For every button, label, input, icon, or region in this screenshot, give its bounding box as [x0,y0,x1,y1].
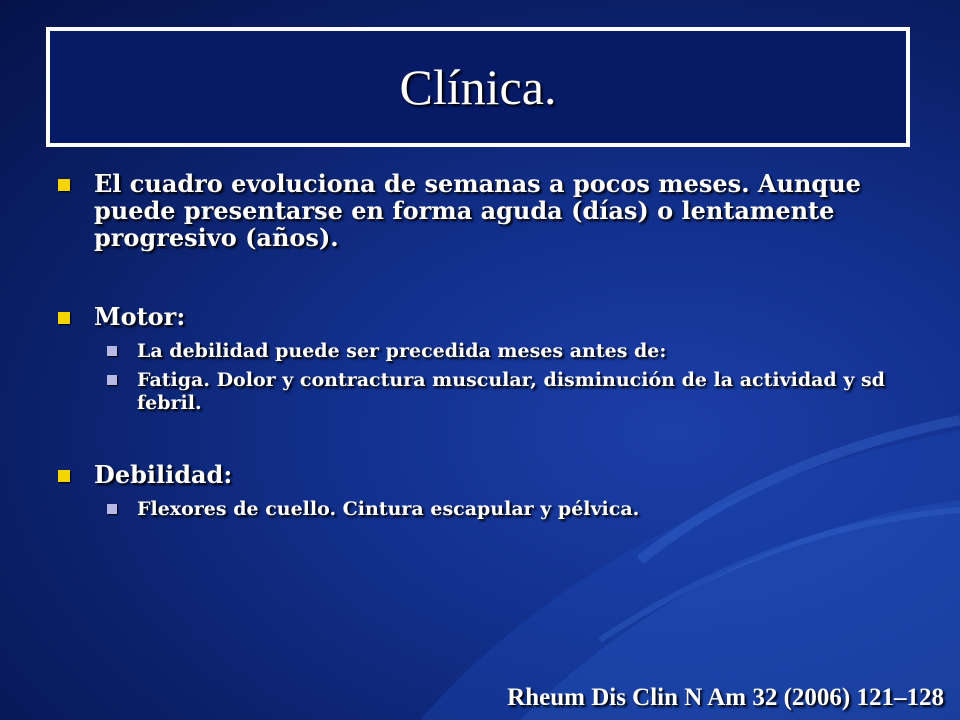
sub-bullet-text: Fatiga. Dolor y contractura muscular, disminución de la actividad y sd febril. [137,369,885,414]
slide-content [58,170,918,521]
bullet-item [58,303,918,330]
square-bullet-icon [107,375,117,385]
square-bullet-icon [107,504,117,514]
sub-bullet-item [107,498,918,521]
square-bullet-icon [58,470,70,482]
title-box [46,27,910,147]
bullet-text: El cuadro evoluciona de semanas a pocos meses. Aunque puede presentarse en forma aguda (días) o lentamente progresivo (años). [94,169,861,252]
bullet-item [58,170,918,251]
slide-title: Clínica. [399,59,557,115]
square-bullet-icon [107,346,117,356]
bullet-item [58,461,918,488]
sub-bullet-item [107,340,918,363]
citation-reference: Rheum Dis Clin N Am 32 (2006) 121–128 [507,684,944,711]
bullet-text: Debilidad: [94,460,233,489]
bullet-text: Motor: [94,302,186,331]
sub-bullet-item [107,369,918,415]
square-bullet-icon [58,312,70,324]
sub-bullet-text: Flexores de cuello. Cintura escapular y pélvica. [137,498,640,520]
square-bullet-icon [58,179,70,191]
sub-bullet-text: La debilidad puede ser precedida meses antes de: [137,340,667,362]
